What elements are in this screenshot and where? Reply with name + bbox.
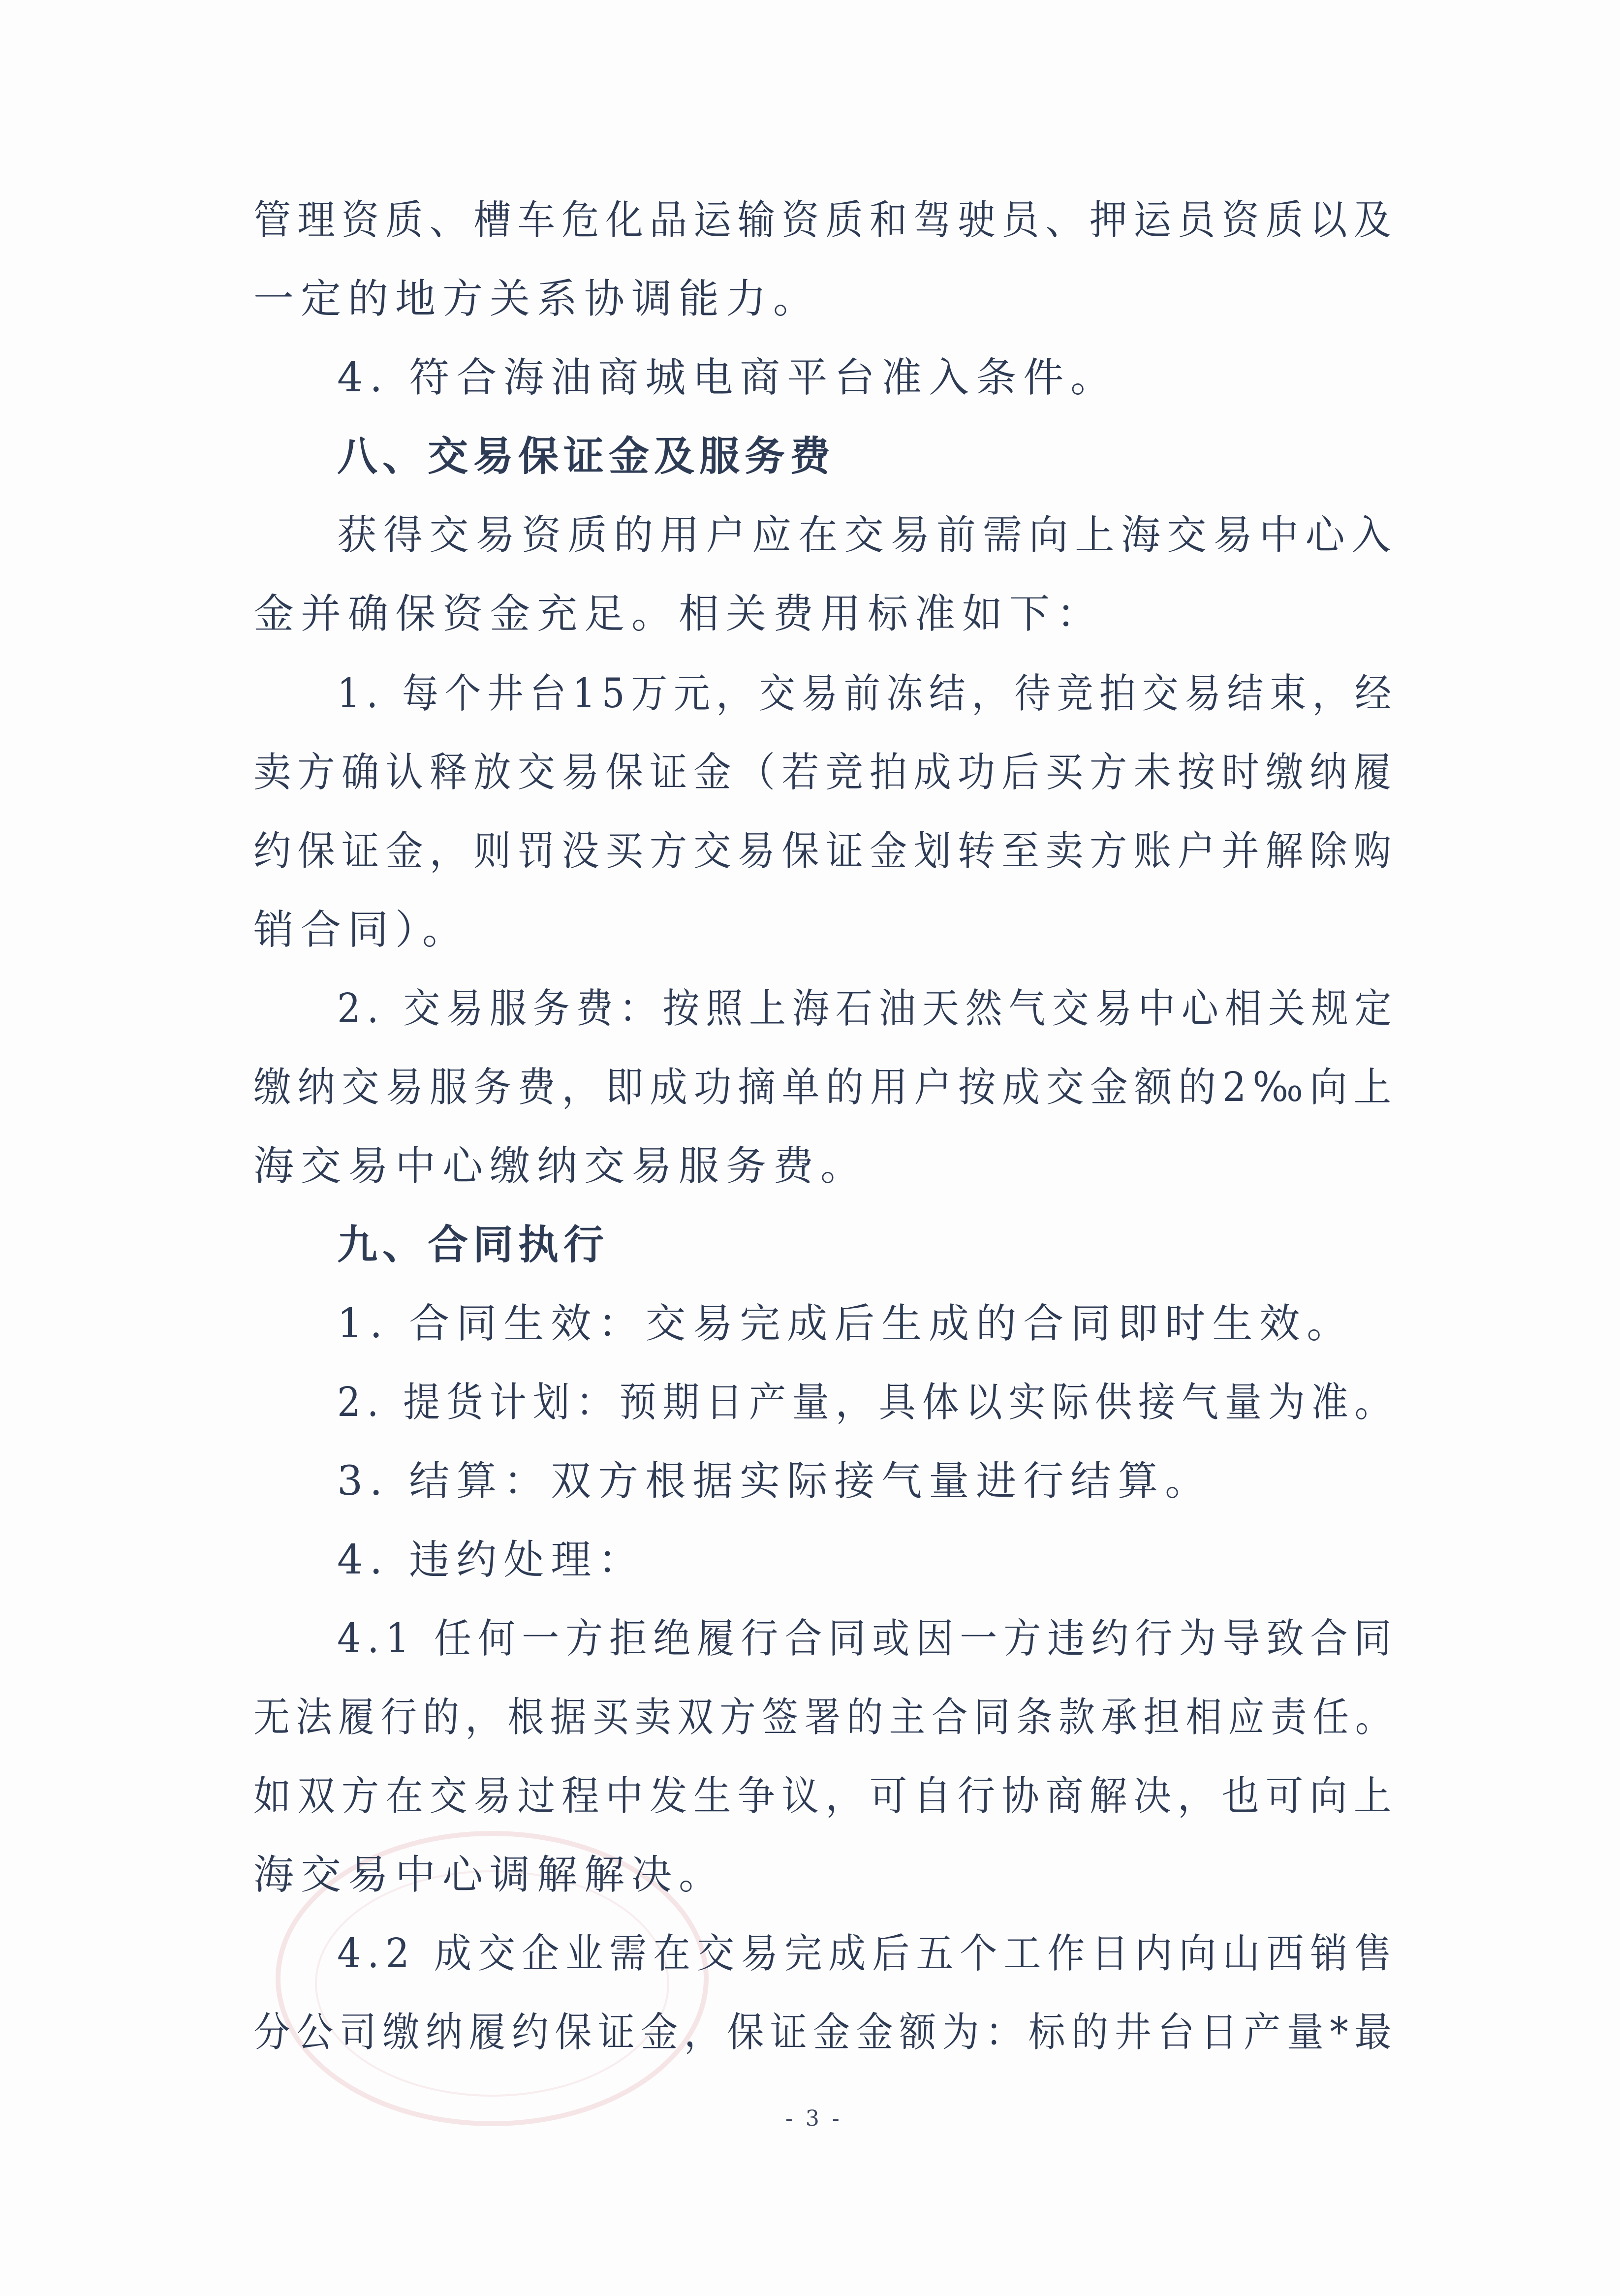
list-item-line: 2. 交易服务费：按照上海石油天然气交易中心相关规定 (337, 985, 1398, 1032)
body-line: 获得交易资质的用户应在交易前需向上海交易中心入 (337, 512, 1398, 559)
body-line: 约保证金，则罚没买方交易保证金划转至卖方账户并解除购 (253, 828, 1398, 875)
body-line: 分公司缴纳履约保证金，保证金金额为：标的井台日产量*最 (253, 2009, 1398, 2056)
section-heading: 九、合同执行 (337, 1222, 609, 1268)
body-line: 无法履行的，根据买卖双方签署的主合同条款承担相应责任。 (253, 1694, 1398, 1741)
body-line: 卖方确认释放交易保证金（若竞拍成功后买方未按时缴纳履 (253, 749, 1398, 796)
body-line: 如双方在交易过程中发生争议，可自行协商解决，也可向上 (253, 1773, 1398, 1820)
list-item-line: 4.2 成交企业需在交易完成后五个工作日内向山西销售 (337, 1930, 1398, 1977)
list-item-line: 4. 符合海油商城电商平台准入条件。 (337, 354, 1118, 401)
page-number: - 3 - (785, 2106, 842, 2131)
list-item-line: 1. 每个井台15万元，交易前冻结，待竞拍交易结束，经 (337, 670, 1398, 717)
body-line: 海交易中心调解解决。 (253, 1852, 726, 1898)
list-item-line: 4. 违约处理： (337, 1537, 646, 1583)
body-line: 销合同）。 (253, 907, 470, 953)
body-line: 缴纳交易服务费，即成功摘单的用户按成交金额的2‰向上 (253, 1064, 1398, 1111)
section-heading: 八、交易保证金及服务费 (337, 433, 836, 480)
list-item-line: 1. 合同生效：交易完成后生成的合同即时生效。 (337, 1300, 1354, 1347)
body-line: 管理资质、槽车危化品运输资质和驾驶员、押运员资质以及 (253, 197, 1398, 244)
list-item-line: 3. 结算：双方根据实际接气量进行结算。 (337, 1458, 1213, 1505)
list-item-line: 2. 提货计划：预期日产量，具体以实际供接气量为准。 (337, 1379, 1398, 1426)
body-line: 金并确保资金充足。相关费用标准如下： (253, 591, 1104, 637)
red-seal-stamp-inner-ring (315, 1870, 669, 2097)
list-item-line: 4.1 任何一方拒绝履行合同或因一方违约行为导致合同 (337, 1615, 1398, 1662)
body-line: 一定的地方关系协调能力。 (253, 276, 821, 322)
body-line: 海交易中心缴纳交易服务费。 (253, 1143, 868, 1190)
